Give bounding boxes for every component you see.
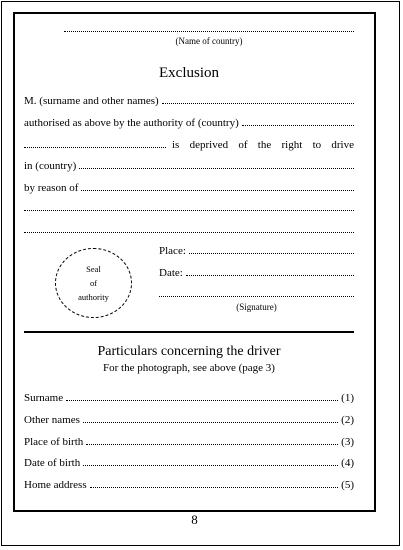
surname-number: (1) [341, 392, 354, 404]
authority-country-label: authorised as above by the authority of (country) [24, 117, 239, 129]
place-line[interactable] [159, 243, 354, 257]
particulars-row-home-address[interactable] [24, 477, 354, 491]
place-of-birth-number: (3) [341, 436, 354, 448]
surname-names-field[interactable] [162, 103, 354, 104]
reason-line[interactable] [24, 180, 354, 194]
other-names-number: (2) [341, 414, 354, 426]
date-of-birth-label: Date of birth [24, 457, 81, 469]
deprived-name-field[interactable] [24, 147, 166, 148]
date-of-birth-number: (4) [341, 457, 354, 469]
surname-label: Surname [24, 392, 64, 404]
authority-country-line[interactable] [24, 115, 354, 129]
particulars-row-other-names[interactable] [24, 412, 354, 426]
deprived-line[interactable] [24, 137, 354, 151]
reason-extra-line-2[interactable] [24, 228, 354, 233]
particulars-title: Particulars concerning the driver [97, 344, 281, 359]
seal-text-1: Seal [86, 264, 101, 274]
seal-text-2: of [89, 278, 98, 288]
in-country-field[interactable] [79, 168, 354, 169]
authority-country-field[interactable] [242, 125, 354, 126]
particulars-row-date-of-birth[interactable] [24, 455, 354, 469]
place-of-birth-field[interactable] [86, 444, 338, 445]
home-address-label: Home address [24, 479, 87, 491]
date-label: Date: [159, 267, 183, 279]
in-country-label: in (country) [24, 160, 77, 172]
page-number: 8 [191, 512, 198, 527]
surname-names-label: M. (surname and other names) [24, 95, 159, 107]
particulars-subtitle: For the photograph, see above (page 3) [103, 362, 275, 374]
place-field[interactable] [189, 253, 354, 254]
reason-label: by reason of [24, 182, 79, 194]
surname-field[interactable] [66, 400, 338, 401]
other-names-label: Other names [24, 414, 80, 426]
home-address-number: (5) [341, 479, 354, 491]
reason-field[interactable] [81, 190, 354, 191]
signature-field[interactable] [159, 292, 354, 297]
seal-text-3: authority [78, 292, 109, 302]
surname-names-line[interactable] [24, 93, 354, 107]
date-line[interactable] [159, 265, 354, 279]
deprived-text: is deprived of the right to drive [172, 139, 354, 151]
date-of-birth-field[interactable] [83, 465, 338, 466]
signature-caption: (Signature) [236, 302, 277, 312]
place-of-birth-label: Place of birth [24, 436, 84, 448]
reason-extra-line-1[interactable] [24, 206, 354, 211]
section-divider [24, 331, 354, 333]
home-address-field[interactable] [90, 487, 339, 488]
particulars-row-surname[interactable] [24, 390, 354, 404]
date-field[interactable] [186, 275, 354, 276]
in-country-line[interactable] [24, 158, 354, 172]
country-field[interactable] [64, 25, 354, 32]
exclusion-title: Exclusion [159, 65, 219, 81]
seal-of-authority [55, 248, 132, 318]
other-names-field[interactable] [83, 422, 338, 423]
particulars-row-place-of-birth[interactable] [24, 434, 354, 448]
country-caption: (Name of country) [175, 36, 243, 46]
place-label: Place: [159, 245, 186, 257]
